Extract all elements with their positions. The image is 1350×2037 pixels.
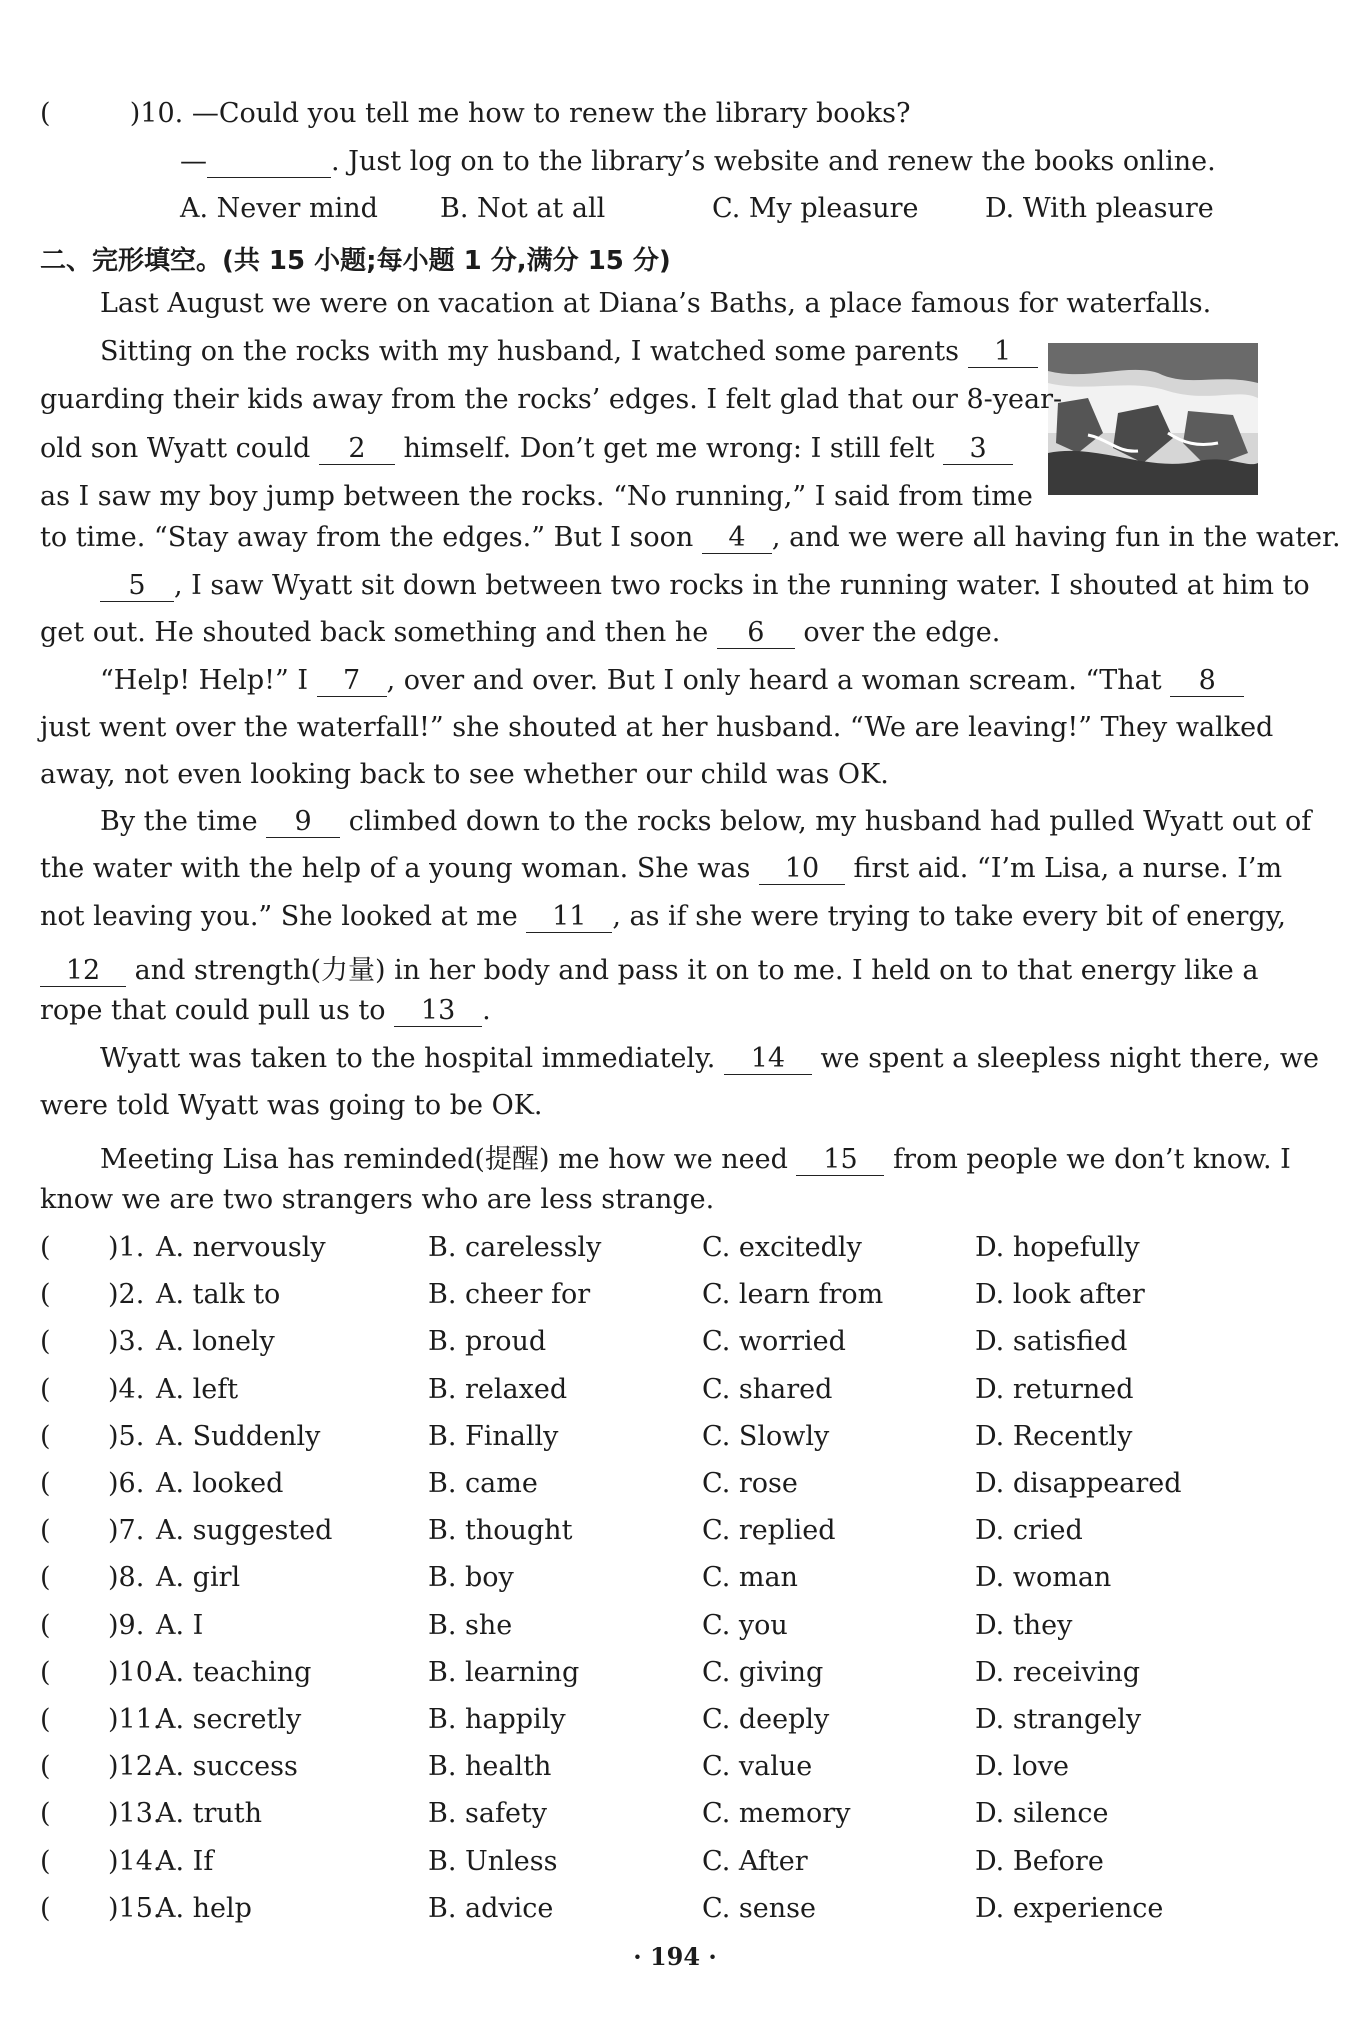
option-b[interactable]: B. Not at all [440, 193, 606, 224]
option-b[interactable]: B. Unless [428, 1845, 558, 1877]
option-d[interactable]: D. hopefully [975, 1232, 1140, 1263]
option-a[interactable]: A. looked [156, 1468, 284, 1499]
passage-line [40, 433, 1013, 465]
option-a[interactable]: A. If [156, 1845, 214, 1877]
option-b[interactable]: B. advice [428, 1892, 554, 1924]
blank-8[interactable]: 8 [1170, 666, 1244, 697]
passage-line [40, 522, 1341, 554]
passage-line: Last August we were on vacation at Diana’s Baths, a place famous for waterfalls. [100, 288, 1212, 319]
passage-text: By the time [100, 806, 258, 837]
dash: — [180, 146, 207, 177]
passage-line [100, 1043, 1319, 1075]
option-b[interactable]: B. proud [428, 1326, 547, 1358]
blank-6[interactable]: 6 [717, 618, 795, 649]
option-d[interactable]: D. receiving [975, 1656, 1141, 1688]
option-b[interactable]: B. learning [428, 1656, 580, 1688]
blank-2[interactable]: 2 [319, 434, 395, 465]
passage-line [100, 336, 1038, 368]
option-c[interactable]: C. value [702, 1751, 813, 1783]
question-number: )6. [108, 1468, 145, 1499]
question-row [0, 1610, 1350, 1650]
q10-stem-line [40, 98, 911, 129]
answer-paren: ( [40, 1515, 51, 1547]
option-c[interactable]: C. memory [702, 1798, 851, 1830]
passage-text: first aid. “I’m Lisa, a nurse. I’m [853, 853, 1283, 884]
option-b[interactable]: B. she [428, 1609, 513, 1641]
option-d[interactable]: D. returned [975, 1373, 1134, 1405]
q10-reply-line [180, 146, 1216, 178]
option-c[interactable]: C. learn from [702, 1279, 884, 1311]
waterfall-photo [1048, 343, 1258, 495]
passage-text: himself. Don’t get me wrong: I still felt [403, 433, 935, 464]
option-a[interactable]: A. nervously [156, 1232, 326, 1263]
question-row [0, 1657, 1350, 1697]
option-d[interactable]: D. Recently [975, 1420, 1133, 1452]
blank-1[interactable]: 1 [968, 337, 1038, 368]
question-row [0, 1279, 1350, 1319]
question-number: )2. [108, 1279, 145, 1311]
option-d[interactable]: D. disappeared [975, 1468, 1182, 1499]
passage-line [100, 665, 1244, 697]
passage-line: guarding their kids away from the rocks’ edges. I felt glad that our 8-year- [40, 384, 1063, 415]
option-a[interactable]: A. lonely [156, 1326, 275, 1358]
passage-line: know we are two strangers who are less strange. [40, 1184, 715, 1215]
blank-13[interactable]: 13 [394, 996, 482, 1027]
answer-paren: ( [40, 98, 51, 129]
question-row [0, 1846, 1350, 1886]
question-number: )7. [108, 1515, 145, 1547]
passage-text: not leaving you.” She looked at me [40, 901, 518, 932]
question-row [0, 1326, 1350, 1366]
passage-text: , as if she were trying to take every bit of energy, [612, 901, 1286, 932]
answer-paren: ( [40, 1326, 51, 1358]
answer-paren: ( [40, 1420, 51, 1452]
page-number: · 194 · [633, 1942, 717, 1971]
option-d[interactable]: D. strangely [975, 1704, 1142, 1735]
option-b[interactable]: B. happily [428, 1704, 566, 1735]
option-a[interactable]: A. help [156, 1892, 252, 1924]
passage-text: , and we were all having fun in the water. [771, 522, 1341, 553]
question-number: )3. [108, 1326, 145, 1358]
blank-11[interactable]: 11 [526, 902, 612, 933]
passage-line [40, 853, 1282, 885]
option-a[interactable]: A. truth [156, 1798, 263, 1830]
passage-text: over the edge. [803, 617, 1001, 648]
option-c[interactable]: C. replied [702, 1515, 836, 1547]
question-row [0, 1562, 1350, 1602]
section-heading: 二、完形填空。(共 15 小题;每小题 1 分,满分 15 分) [40, 246, 671, 276]
passage-line: were told Wyatt was going to be OK. [40, 1090, 543, 1121]
passage-line [40, 617, 1000, 649]
option-c[interactable]: C. deeply [702, 1704, 830, 1735]
passage-text: Meeting Lisa has reminded(提醒) me how we need [100, 1144, 788, 1175]
answer-paren: ( [40, 1562, 51, 1594]
option-d[interactable]: D. look after [975, 1279, 1145, 1311]
blank-12[interactable]: 12 [40, 956, 126, 987]
passage-text: to time. “Stay away from the edges.” But I soon [40, 522, 694, 553]
passage-line: as I saw my boy jump between the rocks. “No running,” I said from time [40, 481, 1033, 512]
option-d[interactable]: D. Before [975, 1845, 1104, 1877]
option-c[interactable]: C. excitedly [702, 1232, 862, 1263]
option-b[interactable]: B. thought [428, 1515, 573, 1547]
answer-paren: ( [40, 1279, 51, 1311]
passage-text: climbed down to the rocks below, my husband had pulled Wyatt out of [348, 806, 1312, 837]
option-c[interactable]: C. worried [702, 1326, 846, 1358]
option-a[interactable]: A. success [156, 1751, 298, 1783]
option-a[interactable]: A. left [156, 1373, 239, 1405]
question-row [0, 1893, 1350, 1933]
option-a[interactable]: A. girl [156, 1562, 241, 1594]
question-number: )9. [108, 1609, 145, 1641]
passage-text: Wyatt was taken to the hospital immediately. [100, 1043, 716, 1074]
question-row [0, 1468, 1350, 1508]
blank-14[interactable]: 14 [724, 1044, 812, 1075]
option-a[interactable]: A. talk to [156, 1279, 281, 1311]
option-d[interactable]: D. satisfied [975, 1326, 1128, 1358]
option-b[interactable]: B. cheer for [428, 1279, 591, 1311]
option-d[interactable]: D. experience [975, 1892, 1164, 1924]
option-d[interactable]: D. they [975, 1609, 1073, 1641]
option-c[interactable]: C. shared [702, 1373, 833, 1405]
passage-text: from people we don’t know. I [893, 1144, 1291, 1175]
option-c[interactable]: C. Slowly [702, 1420, 830, 1452]
option-b[interactable]: B. carelessly [428, 1232, 602, 1263]
passage-line [40, 948, 1258, 987]
option-b[interactable]: B. came [428, 1468, 538, 1499]
answer-paren: ( [40, 1468, 51, 1499]
option-a[interactable]: A. Never mind [180, 193, 378, 224]
blank-5[interactable]: 5 [100, 571, 174, 602]
passage-text: we spent a sleepless night there, we [820, 1043, 1319, 1074]
blank-15[interactable]: 15 [796, 1145, 884, 1176]
passage-line [40, 901, 1286, 933]
option-d[interactable]: D. silence [975, 1798, 1109, 1830]
answer-paren: ( [40, 1656, 51, 1688]
answer-paren: ( [40, 1609, 51, 1641]
option-b[interactable]: B. Finally [428, 1420, 559, 1452]
question-number: )1. [108, 1232, 145, 1263]
option-b[interactable]: B. relaxed [428, 1373, 568, 1405]
option-c[interactable]: C. giving [702, 1656, 824, 1688]
blank-7[interactable]: 7 [317, 666, 387, 697]
passage-text: , I saw Wyatt sit down between two rocks in the running water. I shouted at him to [174, 570, 1310, 601]
option-d[interactable]: D. With pleasure [985, 193, 1214, 224]
answer-paren: ( [40, 1232, 51, 1263]
passage-text: Sitting on the rocks with my husband, I watched some parents [100, 336, 959, 367]
question-number: )12. [108, 1751, 162, 1783]
option-c[interactable]: C. man [702, 1562, 798, 1594]
option-a[interactable]: A. suggested [156, 1515, 333, 1547]
option-d[interactable]: D. cried [975, 1515, 1083, 1547]
question-number: )15. [108, 1892, 162, 1924]
answer-blank[interactable] [207, 147, 331, 178]
question-stem: —Could you tell me how to renew the library books? [191, 98, 911, 129]
passage-line [100, 806, 1311, 838]
option-a[interactable]: A. secretly [156, 1704, 302, 1735]
question-number: )5. [108, 1420, 145, 1452]
option-b[interactable]: B. safety [428, 1798, 548, 1830]
passage-line [100, 570, 1310, 602]
answer-paren: ( [40, 1704, 51, 1735]
answer-paren: ( [40, 1892, 51, 1924]
question-row [0, 1515, 1350, 1555]
question-number: )13. [108, 1798, 162, 1830]
answer-paren: ( [40, 1373, 51, 1405]
question-number: )10. [108, 1656, 162, 1688]
question-number: )11. [108, 1704, 162, 1735]
option-b[interactable]: B. health [428, 1751, 552, 1783]
option-a[interactable]: A. Suddenly [156, 1420, 321, 1452]
question-row [0, 1421, 1350, 1461]
passage-line: away, not even looking back to see whether our child was OK. [40, 759, 889, 790]
question-number: )8. [108, 1562, 145, 1594]
option-d[interactable]: D. woman [975, 1562, 1112, 1594]
passage-text: get out. He shouted back something and then he [40, 617, 709, 648]
option-c[interactable]: C. After [702, 1845, 808, 1877]
passage-text: old son Wyatt could [40, 433, 311, 464]
period: . [482, 995, 491, 1026]
option-b[interactable]: B. boy [428, 1562, 514, 1594]
option-a[interactable]: A. teaching [156, 1656, 312, 1688]
question-number: )14. [108, 1845, 162, 1877]
passage-text: , over and over. But I only heard a woman scream. “That [386, 665, 1162, 696]
blank-3[interactable]: 3 [943, 434, 1013, 465]
q10-options [0, 193, 1350, 233]
question-row [0, 1374, 1350, 1414]
answer-paren: ( [40, 1798, 51, 1830]
option-c[interactable]: C. you [702, 1609, 788, 1641]
option-d[interactable]: D. love [975, 1751, 1069, 1783]
question-row [0, 1232, 1350, 1272]
option-c[interactable]: C. My pleasure [712, 193, 919, 224]
blank-4[interactable]: 4 [702, 523, 772, 554]
answer-paren: ( [40, 1751, 51, 1783]
blank-10[interactable]: 10 [759, 854, 845, 885]
passage-text: “Help! Help!” I [100, 665, 309, 696]
question-number: )4. [108, 1373, 145, 1405]
question-row [0, 1798, 1350, 1838]
passage-line [100, 1137, 1291, 1176]
option-a[interactable]: A. I [156, 1609, 204, 1641]
passage-line [40, 995, 491, 1027]
question-number: )10. [129, 98, 184, 129]
passage-text: rope that could pull us to [40, 995, 386, 1026]
passage-text: the water with the help of a young woman. She was [40, 853, 751, 884]
reply-text: . Just log on to the library’s website and renew the books online. [331, 146, 1216, 177]
passage-line: just went over the waterfall!” she shouted at her husband. “We are leaving!” They walked [40, 712, 1274, 743]
blank-9[interactable]: 9 [266, 807, 340, 838]
question-row [0, 1751, 1350, 1791]
option-c[interactable]: C. rose [702, 1468, 798, 1499]
question-row [0, 1704, 1350, 1744]
option-c[interactable]: C. sense [702, 1892, 816, 1924]
passage-text: and strength(力量) in her body and pass it on to me. I held on to that energy like a [134, 955, 1259, 986]
answer-paren: ( [40, 1845, 51, 1877]
